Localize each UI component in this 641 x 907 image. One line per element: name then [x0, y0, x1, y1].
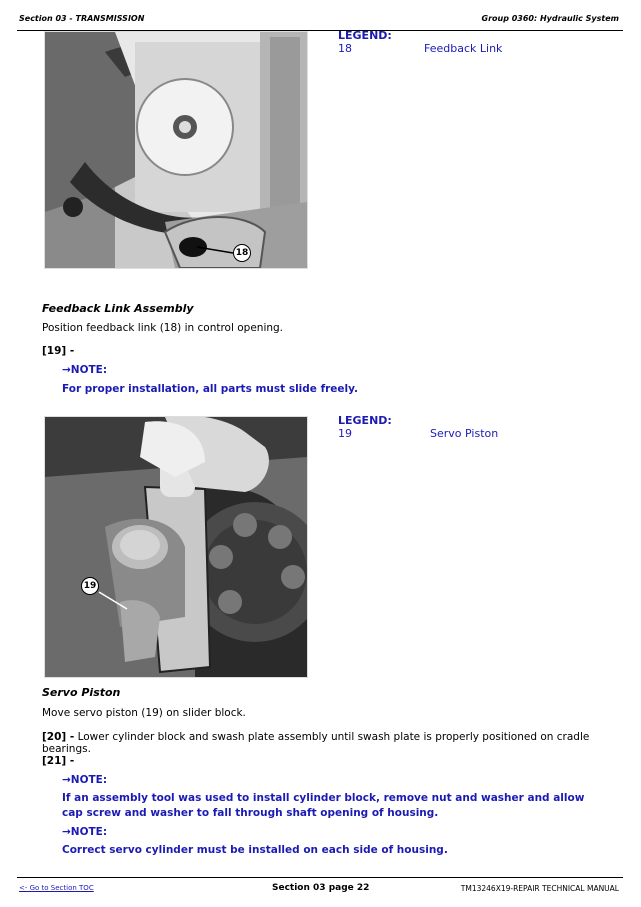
callout-18 — [233, 244, 251, 262]
step-20 — [42, 731, 641, 755]
servo-piston-illustration — [45, 417, 307, 677]
legend-num-18: 18 — [338, 42, 352, 55]
page-header — [17, 0, 623, 31]
manual-title: TM13246X19-REPAIR TECHNICAL MANUAL — [460, 884, 619, 893]
step-19 — [42, 345, 74, 357]
feedback-link-illustration — [45, 32, 307, 268]
section-title: Section 03 - TRANSMISSION — [19, 14, 145, 23]
note-label-1: →NOTE: — [62, 364, 108, 376]
group-title: Group 0360: Hydraulic System — [481, 14, 619, 23]
legend-label-servo-piston: Servo Piston — [430, 427, 499, 440]
step-21 — [42, 755, 74, 767]
feedback-link-photo — [44, 31, 308, 269]
step-20-text: Lower cylinder block and swash plate assembly until swash plate is properly positioned on cradle bearings. — [42, 731, 590, 755]
section-toc-link[interactable]: <- Go to Section TOC — [19, 884, 94, 892]
text-position-feedback-link: Position feedback link (18) in control opening. — [42, 322, 284, 334]
callout-19 — [81, 577, 99, 595]
heading-feedback-link-assembly: Feedback Link Assembly — [42, 302, 194, 315]
heading-servo-piston: Servo Piston — [42, 686, 121, 699]
callout-18-label: 18 — [235, 248, 249, 258]
text-move-servo-piston: Move servo piston (19) on slider block. — [42, 707, 246, 719]
legend-title-1: LEGEND: — [338, 29, 392, 42]
note-label-3: →NOTE: — [62, 826, 108, 838]
note-text-1: For proper installation, all parts must slide freely. — [62, 383, 359, 395]
legend-label-feedback-link: Feedback Link — [424, 42, 503, 55]
step-19-number: [19] - — [42, 345, 75, 357]
note-text-2: If an assembly tool was used to install cylinder block, remove nut and washer and allow cap screw and washer to fall through shaft opening of housing. — [62, 792, 585, 819]
legend-num-19: 19 — [338, 427, 352, 440]
servo-piston-photo — [44, 416, 308, 678]
legend-title-2: LEGEND: — [338, 414, 392, 427]
page-footer — [17, 877, 623, 893]
callout-19-label: 19 — [83, 581, 97, 591]
step-21-number: [21] - — [42, 755, 75, 767]
note-label-2: →NOTE: — [62, 774, 108, 786]
step-20-number: [20] - — [42, 731, 75, 743]
note-text-3: Correct servo cylinder must be installed on each side of housing. — [62, 844, 448, 856]
page-number: Section 03 page 22 — [272, 883, 370, 893]
